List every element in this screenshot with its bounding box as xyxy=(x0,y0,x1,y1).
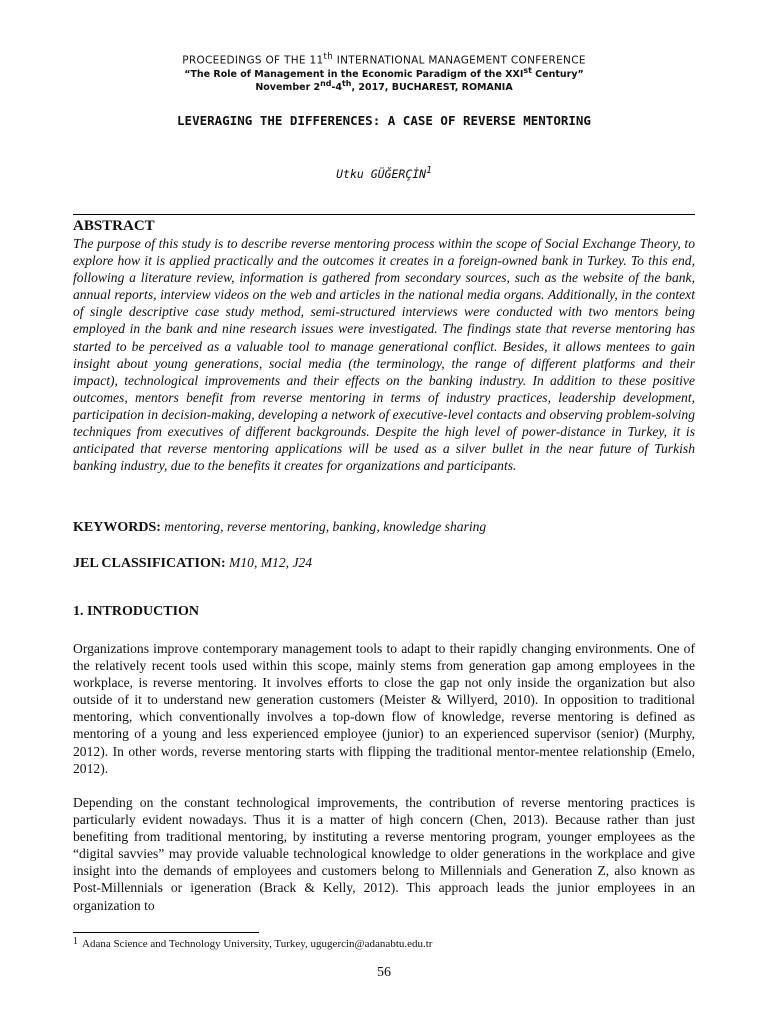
jel-label: JEL CLASSIFICATION: xyxy=(73,556,226,571)
conference-name: PROCEEDINGS OF THE 11th INTERNATIONAL MANAGEMENT CONFERENCE xyxy=(182,52,586,67)
intro-paragraph-1: Organizations improve contemporary management tools to adapt to their rapidly changing environments. One of the relatively recent tools used within this scope, mainly stems from generation gap among employees in the workplace, is reverse mentoring. It involves efforts to close the gap not only inside the organization but also outside of it to understand new generation customers (Meister & Willyerd, 2010). In opposition to traditional mentoring, which conventionally involves a top-down flow of knowledge, reverse mentoring is defined as mentoring of a young and less experienced employee (junior) to an experienced supervisor (senior) (Murphy, 2012). In other words, reverse mentoring starts with flipping the traditional mentor-mentee relationship (Emelo, 2012). xyxy=(73,641,695,776)
author-name: Utku GÜĞERÇİN xyxy=(336,166,427,181)
footnote xyxy=(73,936,432,950)
keywords-label: KEYWORDS: xyxy=(73,520,161,535)
abstract-text: The purpose of this study is to describe reverse mentoring process within the scope of Social Exchange Theory, to explore how it is applied practically and the outcomes it creates in a foreign-owned bank in Turkey. To this end, following a literature review, information is gathered from secondary sources, such as the website of the bank, annual reports, interview videos on the web and articles in the national media organs. Additionally, in the context of single descriptive case study method, semi-structured interviews were conducted with two mentors being employed in the bank and nine research issues were investigated. The findings state that reverse mentoring has started to be perceived as a valuable tool to manage generational conflict. Besides, it allows mentees to gain insight about young generations, social media (the terminology, the range of different platforms and their impact), technological improvements and their effects on the banking industry. In addition to these positive outcomes, mentors benefit from reverse mentoring in terms of industry practices, leadership development, participation in decision-making, developing a network of executive-level contacts and observing problem-solving techniques from executives of different backgrounds. Despite the high level of power-distance in Turkey, it is anticipated that reverse mentoring applications will be used as a silver bullet in the near future of Turkish banking industry, due to the benefits it creates for organizations and participants. xyxy=(73,236,695,474)
jel-line xyxy=(73,555,695,572)
conference-theme: “The Role of Management in the Economic Paradigm of the XXIst Century” xyxy=(184,66,584,81)
abstract-divider xyxy=(73,214,695,215)
section-heading-introduction: 1. INTRODUCTION xyxy=(73,604,200,619)
keywords-value: mentoring, reverse mentoring, banking, knowledge sharing xyxy=(160,519,487,534)
abstract-heading: ABSTRACT xyxy=(73,218,155,234)
footnote-divider xyxy=(73,932,259,933)
footnote-mark: 1 xyxy=(73,936,78,947)
author-footnote-mark: 1 xyxy=(426,165,432,176)
author-line xyxy=(0,165,768,181)
page-number: 56 xyxy=(377,965,391,980)
keywords-line xyxy=(73,519,695,536)
paper-title: LEVERAGING THE DIFFERENCES: A CASE OF REVERSE MENTORING xyxy=(177,113,591,128)
intro-paragraph-2: Depending on the constant technological improvements, the contribution of reverse mentoring practices is particularly evident nowadays. Thus it is a matter of high concern (Chen, 2013). Because rather than just benefiting from traditional mentoring, by instituting a reverse mentoring program, younger employees as the “digital savvies” may provide valuable technological knowledge to older generations in the workplace and give insight into the demands of employees and customers belong to Millennials and Generation Z, also known as Post-Millennials or igeneration (Brack & Kelly, 2012). This approach leads the junior employees in an organization to xyxy=(73,795,695,913)
conference-date-location: November 2nd-4th, 2017, BUCHAREST, ROMANIA xyxy=(255,79,513,94)
jel-value: M10, M12, J24 xyxy=(225,555,313,570)
footnote-text: Adana Science and Technology University, Turkey, ugugercin@adanabtu.edu.tr xyxy=(82,938,433,950)
